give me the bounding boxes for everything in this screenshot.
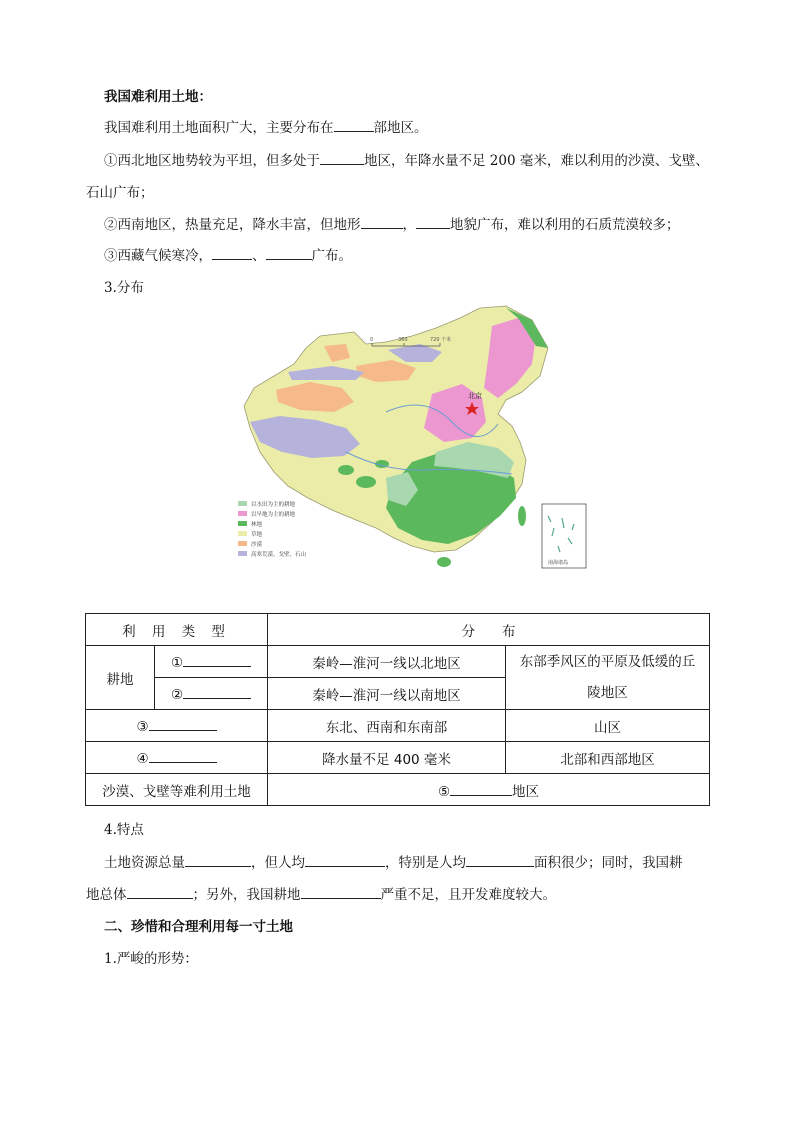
- fill-blank[interactable]: [334, 117, 374, 132]
- text: ，特别是人均: [385, 855, 466, 871]
- row-number: ①: [170, 655, 184, 671]
- paragraph-northwest-cont: 石山广布；: [86, 185, 154, 201]
- table-header-row: [86, 614, 710, 646]
- paragraph-northwest: [104, 149, 709, 169]
- fill-blank[interactable]: [149, 716, 217, 731]
- row-number: ④: [136, 751, 149, 767]
- text: 地区: [512, 783, 540, 800]
- legend-swatch: [238, 551, 247, 556]
- text: 地貌广布，难以利用的石质荒漠较多；: [450, 217, 680, 233]
- cell-type-5: 沙漠、戈壁等难利用土地: [86, 774, 268, 806]
- text: 东部季风区的平原及低缓的丘: [519, 653, 696, 670]
- fill-blank[interactable]: [127, 884, 193, 899]
- map-inset-south-china-sea: [542, 504, 586, 568]
- fill-blank[interactable]: [466, 852, 534, 867]
- legend-label: 沙漠: [251, 542, 263, 548]
- row-number: ③: [136, 719, 149, 735]
- section-2-subheading: 1.严峻的形势：: [104, 951, 198, 967]
- section-2-heading: 二、珍惜和合理利用每一寸土地: [104, 919, 293, 935]
- legend-swatch: [238, 541, 247, 546]
- fill-blank[interactable]: [305, 852, 385, 867]
- text: 地区，年降水量不足 200 毫米，难以利用的沙漠、戈壁、: [364, 153, 709, 169]
- row-number: ⑤: [437, 783, 451, 800]
- cell-area-3: 山区: [506, 710, 710, 742]
- legend-swatch: [238, 511, 247, 516]
- map-legend: [238, 500, 307, 558]
- paragraph-distribution-area: [104, 116, 428, 136]
- features-line-2: [86, 883, 556, 903]
- text: ；另外，我国耕地: [192, 887, 301, 903]
- cell-dist-2: 秦岭—淮河一线以南地区: [268, 678, 506, 710]
- text: 、: [252, 248, 266, 264]
- legend-swatch: [238, 531, 247, 536]
- cell-merged-distribution: [506, 646, 710, 710]
- table-row: [86, 774, 710, 806]
- paragraph-southwest: [104, 213, 680, 233]
- text: ，: [402, 217, 416, 233]
- map-hainan: [437, 557, 451, 567]
- legend-label: 高寒荒漠、戈壁、石山: [251, 552, 307, 558]
- fill-blank[interactable]: [183, 684, 251, 699]
- text: ，但人均: [251, 855, 305, 871]
- text: ②西南地区，热量充足，降水丰富，但地形: [104, 217, 361, 233]
- fill-blank[interactable]: [320, 150, 364, 165]
- table-row: [86, 742, 710, 774]
- paragraph-tibet: [104, 244, 352, 264]
- fill-blank[interactable]: [450, 781, 512, 796]
- scale-label: 720 千米: [430, 337, 452, 343]
- fill-blank[interactable]: [416, 214, 450, 229]
- fill-blank[interactable]: [301, 884, 381, 899]
- text: 陵地区: [587, 684, 628, 701]
- fill-blank[interactable]: [149, 748, 217, 763]
- land-use-table: [85, 613, 710, 806]
- table-row: [86, 710, 710, 742]
- fill-blank[interactable]: [185, 852, 251, 867]
- cell-dist-3: 东北、西南和东南部: [268, 710, 506, 742]
- table-header-type: 利 用 类 型: [86, 614, 268, 646]
- cell-area-4: 北部和西部地区: [506, 742, 710, 774]
- fill-blank[interactable]: [266, 245, 312, 260]
- legend-label: 以水田为主的耕地: [251, 502, 296, 508]
- table-header-distribution: 分 布: [268, 614, 710, 646]
- legend-label: 草地: [251, 532, 263, 538]
- row-number: ②: [170, 687, 184, 703]
- cell-dist-4: 降水量不足 400 毫米: [268, 742, 506, 774]
- text: ③西藏气候寒冷，: [104, 248, 212, 264]
- text: 我国难利用土地面积广大，主要分布在: [104, 120, 334, 136]
- fill-blank[interactable]: [361, 214, 403, 229]
- text: 面积很少；同时，我国耕: [534, 855, 683, 871]
- legend-swatch: [238, 501, 247, 506]
- section-heading-difficult-land: 我国难利用土地：: [104, 89, 212, 105]
- cell-dist-5: [268, 774, 710, 806]
- text: 严重不足，且开发难度较大。: [380, 887, 556, 903]
- text: 地总体: [86, 887, 127, 903]
- map-forest-patch: [356, 476, 376, 488]
- china-land-use-map: [236, 302, 588, 570]
- cell-type-3: [86, 710, 268, 742]
- features-line-1: [104, 851, 683, 871]
- cell-type-1: [155, 646, 268, 678]
- text: 部地区。: [373, 120, 428, 136]
- legend-label: 林地: [251, 522, 263, 528]
- table-row: [86, 646, 710, 678]
- fill-blank[interactable]: [183, 652, 251, 667]
- cell-type-2: [155, 678, 268, 710]
- map-taiwan: [518, 506, 526, 526]
- text: 广布。: [311, 248, 352, 264]
- features-heading: 4.特点: [104, 822, 144, 838]
- fill-blank[interactable]: [212, 245, 252, 260]
- scale-label: 0: [370, 337, 374, 343]
- text: ①西北地区地势较为平坦，但多处于: [104, 153, 320, 169]
- text: 土地资源总量: [104, 855, 185, 871]
- map-city-label: 北京: [468, 392, 482, 400]
- distribution-heading: 3.分布: [104, 280, 144, 296]
- cell-type-4: [86, 742, 268, 774]
- cell-farmland: 耕地: [86, 646, 155, 710]
- scale-label: 360: [398, 337, 408, 343]
- inset-label: 南海诸岛: [548, 560, 569, 566]
- map-forest-patch: [338, 465, 354, 475]
- cell-dist-1: 秦岭—淮河一线以北地区: [268, 646, 506, 678]
- legend-label: 以旱地为主的耕地: [251, 512, 296, 518]
- legend-swatch: [238, 521, 247, 526]
